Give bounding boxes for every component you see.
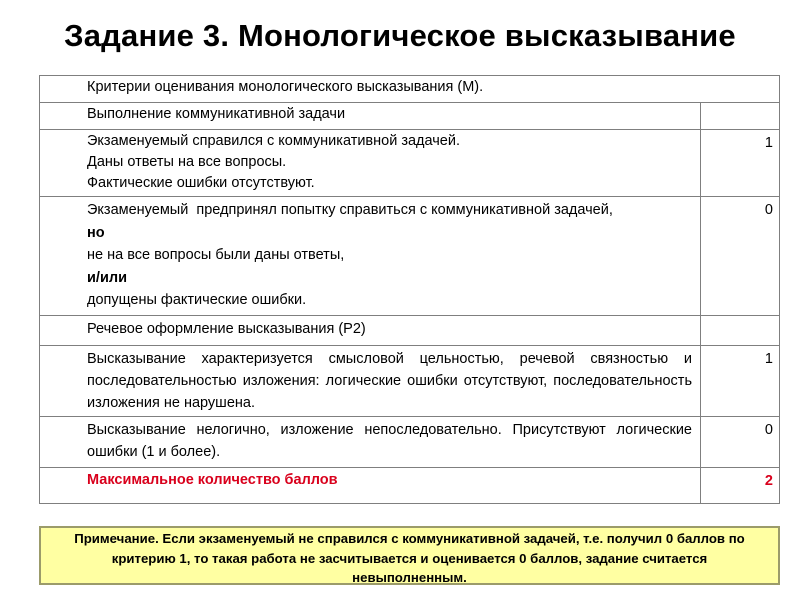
criteria-table (39, 75, 780, 504)
table-row (40, 197, 780, 316)
table-row (40, 130, 780, 197)
criterion-text (40, 130, 701, 197)
score-cell: 1 (701, 345, 780, 416)
criterion-line: Даны ответы на все вопросы. (87, 154, 287, 170)
max-score-value: 2 (701, 467, 780, 503)
table-row (40, 345, 780, 416)
section-communicative-task: Выполнение коммуникативной задачи (40, 103, 701, 130)
note-box: Примечание. Если экзаменуемый не справился с коммуникативной задачей, т.е. получил 0 баллов по критерию 1, то такая работа не засчитывается и оценивается 0 баллов, задание считается невыполненным. (39, 526, 780, 585)
criterion-line: не на все вопросы были даны ответы, (87, 247, 345, 263)
criterion-line: Фактические ошибки отсутствуют. (87, 175, 315, 191)
section-speech-design: Речевое оформление высказывания (Р2) (40, 315, 701, 345)
table-row (40, 416, 780, 467)
empty-score-cell (701, 315, 780, 345)
max-score-label: Максимальное количество баллов (40, 467, 701, 503)
score-cell: 0 (701, 197, 780, 316)
conjunction-but: но (87, 224, 105, 241)
page-title: Задание 3. Монологическое высказывание (64, 18, 736, 53)
criterion-line: Экзаменуемый справился с коммуникативной задачей. (87, 133, 460, 149)
criteria-header: Критерии оценивания монологического высказывания (М). (40, 76, 780, 103)
section-row (40, 103, 780, 130)
score-cell: 0 (701, 416, 780, 467)
section-row (40, 315, 780, 345)
criterion-line: допущены фактические ошибки. (87, 292, 307, 308)
criterion-text: Высказывание нелогично, изложение непоследовательно. Присутствуют логические ошибки (1 и более). (40, 416, 701, 467)
criterion-text (40, 197, 701, 316)
conjunction-and-or: и/или (87, 269, 127, 286)
empty-score-cell (701, 103, 780, 130)
criterion-text: Высказывание характеризуется смысловой цельностью, речевой связностью и последовательностью изложения: логические ошибки отсутствуют, последовательность изложения не нарушена. (40, 345, 701, 416)
score-cell: 1 (701, 130, 780, 197)
table-header-row (40, 76, 780, 103)
criterion-line: Экзаменуемый предпринял попытку справиться с коммуникативной задачей, (87, 202, 613, 218)
max-score-row (40, 467, 780, 503)
